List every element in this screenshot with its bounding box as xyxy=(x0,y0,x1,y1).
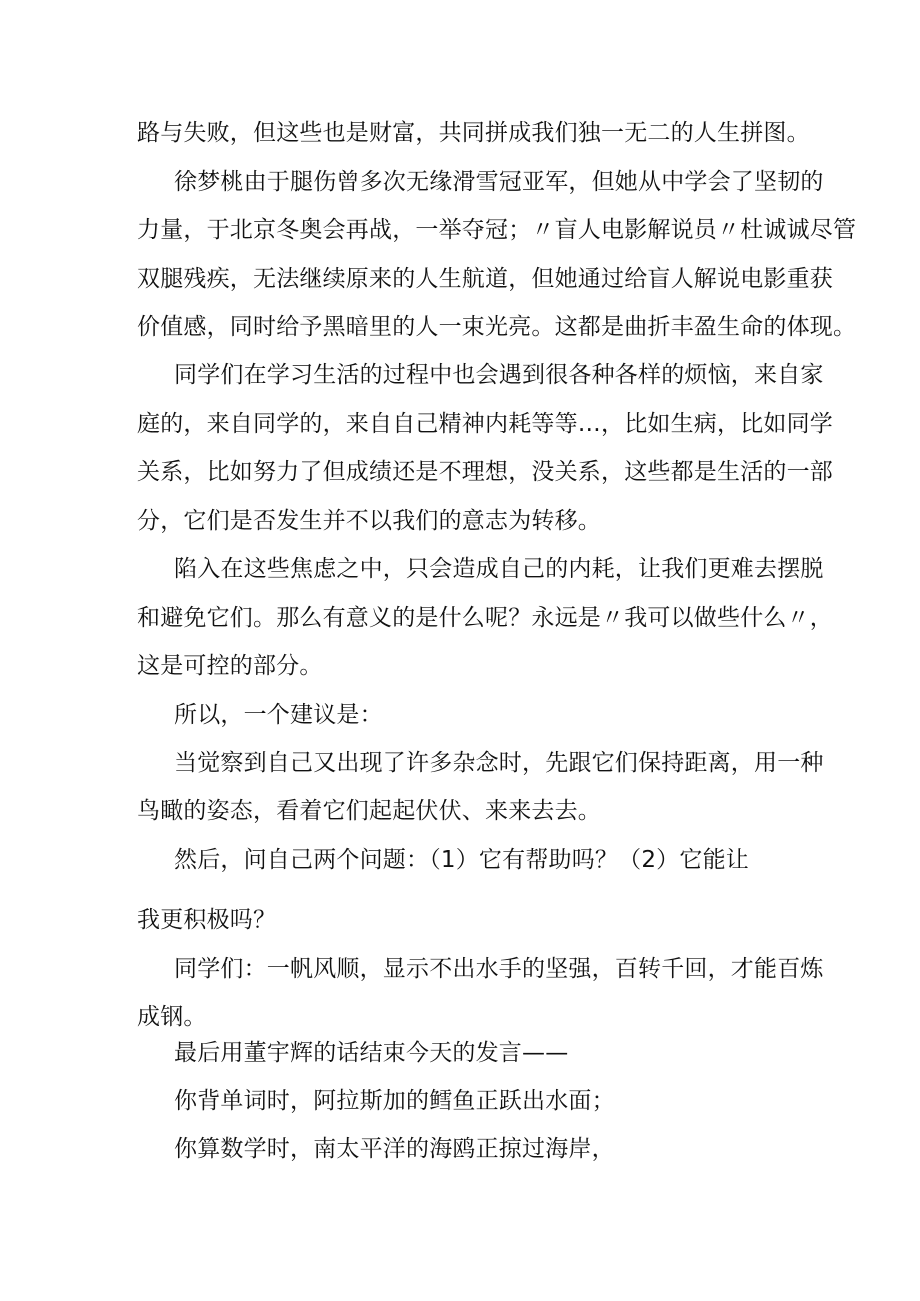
text-line-10: 陷入在这些焦虑之中，只会造成自己的内耗，让我们更难去摆脱 xyxy=(174,556,824,582)
text-line-6: 同学们在学习生活的过程中也会遇到很各种各样的烦恼，来自家 xyxy=(174,362,824,388)
text-line-16: 然后，问自己两个问题：（1）它有帮助吗？（2）它能让 xyxy=(174,847,749,873)
text-line-18: 同学们：一帆风顺，显示不出水手的坚强，百转千回，才能百炼 xyxy=(174,956,824,982)
text-line-3: 力量，于北京冬奥会再战，一举夺冠；〃盲人电影解说员〃杜诚诚尽管 xyxy=(137,217,857,243)
text-line-13: 所以，一个建议是： xyxy=(174,702,383,728)
text-line-21: 你背单词时，阿拉斯加的鳕鱼正跃出水面； xyxy=(174,1088,615,1114)
text-line-4: 双腿残疾，无法继续原来的人生航道，但她通过给盲人解说电影重获 xyxy=(137,266,833,292)
text-line-2: 徐梦桃由于腿伤曾多次无缘滑雪冠亚军，但她从中学会了坚韧的 xyxy=(174,169,824,195)
text-line-11: 和避免它们。那么有意义的是什么呢？永远是〃我可以做些什么〃， xyxy=(137,605,833,631)
text-line-8: 关系，比如努力了但成绩还是不理想，没关系，这些都是生活的一部 xyxy=(137,459,833,485)
text-line-20: 最后用董宇辉的话结束今天的发言—— xyxy=(174,1040,569,1066)
text-line-22: 你算数学时，南太平洋的海鸥正掠过海岸， xyxy=(174,1136,615,1162)
text-line-17: 我更积极吗？ xyxy=(137,907,277,933)
text-line-19: 成钢。 xyxy=(137,1004,207,1030)
text-line-7: 庭的，来自同学的，来自自己精神内耗等等…，比如生病，比如同学 xyxy=(137,411,833,437)
text-line-12: 这是可控的部分。 xyxy=(137,653,323,679)
text-line-9: 分，它们是否发生并不以我们的意志为转移。 xyxy=(137,508,601,534)
text-line-1: 路与失败，但这些也是财富，共同拼成我们独一无二的人生拼图。 xyxy=(137,120,810,146)
text-line-15: 鸟瞰的姿态，看着它们起起伏伏、来来去去。 xyxy=(137,798,601,824)
text-line-14: 当觉察到自己又出现了许多杂念时，先跟它们保持距离，用一种 xyxy=(174,750,824,776)
text-line-5: 价值感，同时给予黑暗里的人一束光亮。这都是曲折丰盈生命的体现。 xyxy=(137,314,857,340)
